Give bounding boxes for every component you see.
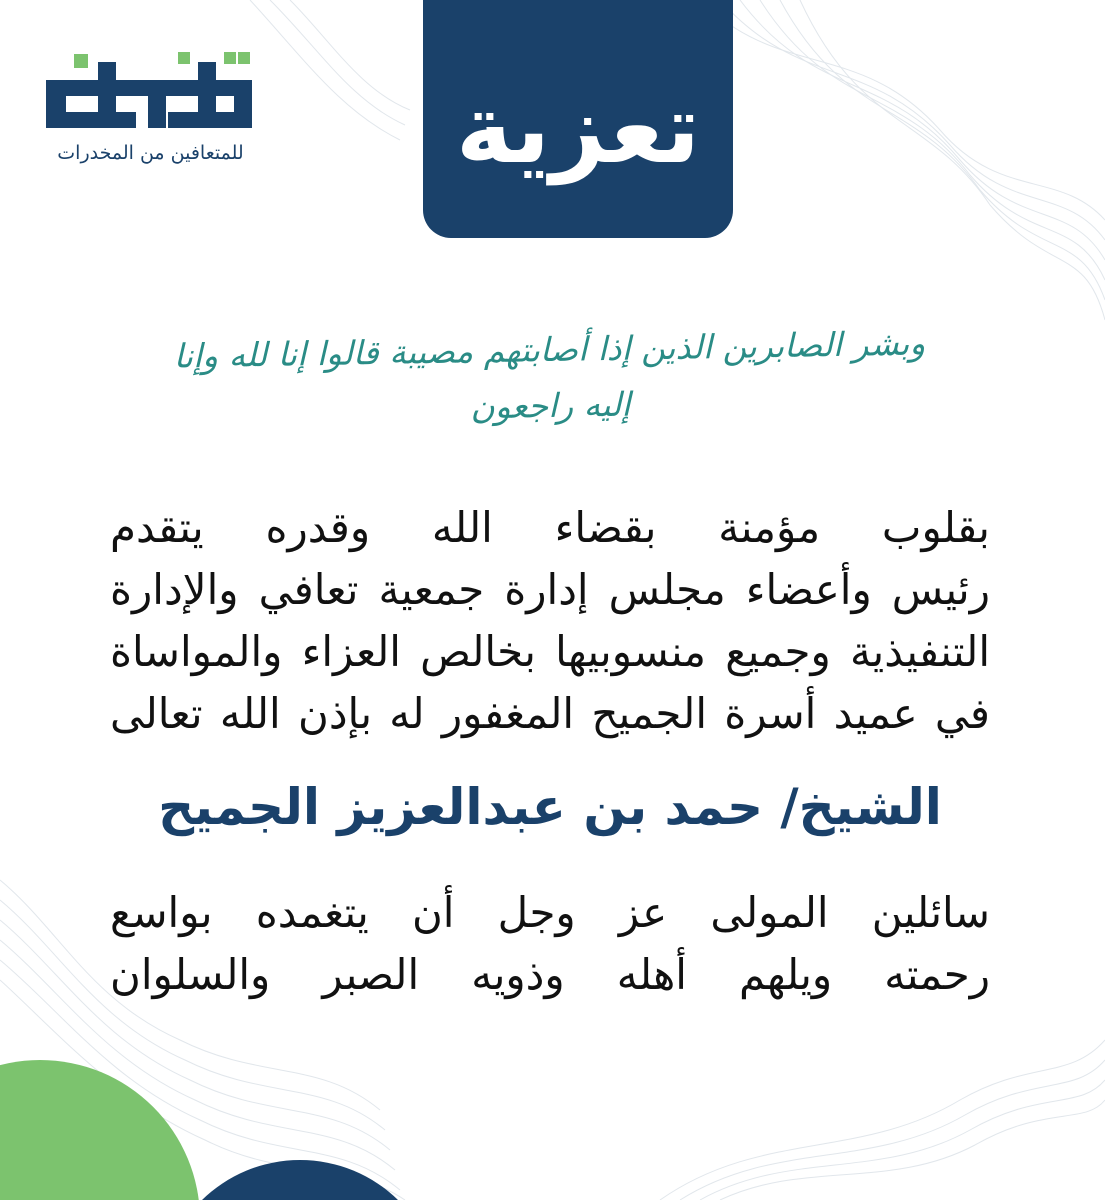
prayer-line: رحمته ويلهم أهله وذويه الصبر والسلوان — [110, 950, 990, 999]
prayer-line: سائلين المولى عز وجل أن يتغمده بواسع — [110, 888, 990, 937]
message-line: في عميد أسرة الجميح المغفور له بإذن الله تعالى — [110, 689, 990, 738]
page-title: تعزية — [455, 73, 701, 185]
logo-tagline: للمتعافين من المخدرات — [57, 142, 244, 164]
deceased-name: الشيخ/ حمد بن عبدالعزيز الجميح — [158, 778, 942, 836]
message-line: رئيس وأعضاء مجلس إدارة جمعية تعافي والإدارة — [110, 565, 990, 614]
condolence-message — [110, 497, 990, 745]
quran-verse: وبشر الصابرين الذين إذا أصابتهم مصيبة قالوا إنا لله وإنا إليه راجعون — [173, 323, 926, 427]
corner-decoration — [0, 1040, 460, 1200]
taafi-logo — [38, 40, 263, 180]
title-banner — [423, 0, 733, 238]
message-line: بقلوب مؤمنة بقضاء الله وقدره يتقدم — [110, 503, 990, 552]
prayer-text — [110, 882, 990, 1006]
message-line: التنفيذية وجميع منسوبيها بخالص العزاء والمواساة — [110, 627, 990, 676]
logo-mark — [38, 40, 263, 140]
